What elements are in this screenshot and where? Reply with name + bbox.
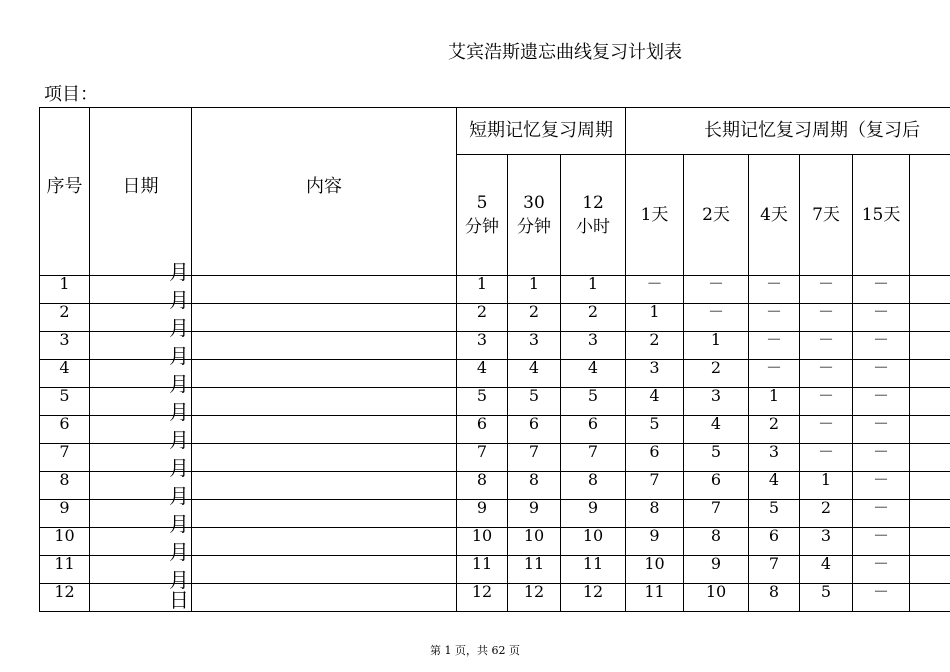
content-cell [192,472,457,500]
long-term-cell: － [853,416,910,444]
short-term-cell: 3 [561,332,626,360]
long-term-cell: － [749,332,800,360]
header-seq: 序号 [40,108,90,276]
seq-cell: 1 [40,276,90,304]
long-term-cell: － [853,528,910,556]
long-term-cell: － [800,388,853,416]
content-cell [192,276,457,304]
header-15-days: 15天 [853,155,910,276]
long-term-cell: － [853,472,910,500]
content-cell [192,444,457,472]
long-term-cell: － [684,276,749,304]
overflow-cell [910,444,950,472]
header-12-hours: 12 小时 [561,155,626,276]
date-cell [90,568,192,612]
date-month-glyph: 月 [169,428,189,452]
long-term-cell: － [800,444,853,472]
header-5-minutes: 5 分钟 [457,155,508,276]
long-term-cell: － [853,360,910,388]
long-term-cell: － [853,556,910,584]
short-term-cell: 4 [561,360,626,388]
short-term-cell: 12 [508,584,561,612]
page-footer: 第 1 页，共 62 页 [430,644,520,657]
short-term-cell: 3 [508,332,561,360]
seq-cell: 11 [40,556,90,584]
short-term-cell: 11 [508,556,561,584]
short-term-cell: 12 [561,584,626,612]
short-term-cell: 7 [457,444,508,472]
short-term-cell: 10 [561,528,626,556]
overflow-cell [910,416,950,444]
header-date: 日期 [90,108,192,276]
long-term-cell: 10 [626,556,684,584]
short-term-cell: 5 [457,388,508,416]
long-term-cell: 10 [684,584,749,612]
short-term-cell: 12 [457,584,508,612]
long-term-cell: 9 [684,556,749,584]
short-term-cell: 4 [508,360,561,388]
content-cell [192,304,457,332]
date-month-glyph: 月 [169,316,189,340]
date-month-glyph: 月 [169,568,189,592]
short-term-cell: 2 [457,304,508,332]
long-term-cell: 2 [684,360,749,388]
long-term-cell: 7 [749,556,800,584]
long-term-cell: 8 [626,500,684,528]
content-cell [192,388,457,416]
short-term-cell: 7 [561,444,626,472]
short-term-cell: 7 [508,444,561,472]
short-term-cell: 8 [457,472,508,500]
review-schedule-table [39,107,950,612]
date-month-glyph: 月 [169,456,189,480]
date-day-glyph: 日 [169,588,189,612]
table-row [40,584,950,612]
seq-cell: 4 [40,360,90,388]
long-term-cell: 1 [626,304,684,332]
long-term-cell: 1 [800,472,853,500]
overflow-cell [910,388,950,416]
long-term-cell: 5 [800,584,853,612]
long-term-cell: － [853,276,910,304]
long-term-cell: 6 [749,528,800,556]
date-month-glyph: 月 [169,540,189,564]
long-term-cell: 7 [684,500,749,528]
long-term-cell: 3 [684,388,749,416]
short-term-cell: 1 [561,276,626,304]
overflow-cell [910,500,950,528]
short-term-cell: 6 [561,416,626,444]
long-term-cell: － [853,388,910,416]
long-term-cell: 4 [684,416,749,444]
long-term-cell: 2 [626,332,684,360]
short-term-cell: 3 [457,332,508,360]
seq-cell: 9 [40,500,90,528]
long-term-cell: 11 [626,584,684,612]
long-term-cell: － [853,500,910,528]
long-term-cell: － [853,304,910,332]
short-term-cell: 11 [561,556,626,584]
long-term-cell: 3 [749,444,800,472]
long-term-cell: － [800,416,853,444]
overflow-cell [910,276,950,304]
long-term-cell: － [749,360,800,388]
long-term-cell: － [684,304,749,332]
seq-cell: 7 [40,444,90,472]
overflow-cell [910,528,950,556]
seq-cell: 6 [40,416,90,444]
seq-cell: 8 [40,472,90,500]
date-month-glyph: 月 [169,512,189,536]
long-term-cell: 5 [749,500,800,528]
long-term-cell: － [853,332,910,360]
date-month-glyph: 月 [169,260,189,284]
content-cell [192,584,457,612]
header-7-days: 7天 [800,155,853,276]
date-month-glyph: 月 [169,344,189,368]
seq-cell: 10 [40,528,90,556]
short-term-cell: 5 [508,388,561,416]
content-cell [192,332,457,360]
short-term-cell: 6 [457,416,508,444]
header-short-term-group: 短期记忆复习周期 [457,108,626,155]
header-2-days: 2天 [684,155,749,276]
date-month-glyph: 月 [169,484,189,508]
header-content: 内容 [192,108,457,276]
long-term-cell: 1 [749,388,800,416]
long-term-cell: － [853,444,910,472]
long-term-cell: － [626,276,684,304]
short-term-cell: 1 [457,276,508,304]
long-term-cell: 5 [626,416,684,444]
header-1-day: 1天 [626,155,684,276]
long-term-cell: 3 [800,528,853,556]
document-title: 艾宾浩斯遗忘曲线复习计划表 [448,42,682,63]
short-term-cell: 4 [457,360,508,388]
content-cell [192,416,457,444]
date-month-glyph: 月 [169,400,189,424]
long-term-cell: 3 [626,360,684,388]
header-row-groups [40,108,950,155]
overflow-cell [910,584,950,612]
long-term-cell: － [749,304,800,332]
header-30-minutes: 30 分钟 [508,155,561,276]
short-term-cell: 9 [561,500,626,528]
short-term-cell: 11 [457,556,508,584]
short-term-cell: 9 [457,500,508,528]
long-term-cell: 5 [684,444,749,472]
long-term-cell: 2 [749,416,800,444]
content-cell [192,528,457,556]
overflow-cell [910,332,950,360]
short-term-cell: 2 [561,304,626,332]
overflow-cell [910,304,950,332]
content-cell [192,360,457,388]
long-term-cell: － [749,276,800,304]
long-term-cell: － [853,584,910,612]
long-term-cell: － [800,304,853,332]
short-term-cell: 1 [508,276,561,304]
long-term-cell: 4 [626,388,684,416]
short-term-cell: 10 [457,528,508,556]
seq-cell: 3 [40,332,90,360]
long-term-cell: 4 [800,556,853,584]
overflow-cell [910,556,950,584]
content-cell [192,500,457,528]
long-term-cell: 6 [684,472,749,500]
long-term-cell: 8 [684,528,749,556]
short-term-cell: 10 [508,528,561,556]
long-term-cell: 1 [684,332,749,360]
project-label: 项目： [44,84,98,105]
date-month-glyph: 月 [169,288,189,312]
long-term-cell: 7 [626,472,684,500]
short-term-cell: 5 [561,388,626,416]
header-long-term-group: 长期记忆复习周期（复习后 [626,108,950,155]
long-term-cell: 9 [626,528,684,556]
review-schedule-sheet [39,107,950,613]
short-term-cell: 8 [561,472,626,500]
long-term-cell: 6 [626,444,684,472]
overflow-cell [910,360,950,388]
long-term-cell: 8 [749,584,800,612]
short-term-cell: 2 [508,304,561,332]
long-term-cell: － [800,360,853,388]
header-4-days: 4天 [749,155,800,276]
short-term-cell: 8 [508,472,561,500]
short-term-cell: 9 [508,500,561,528]
long-term-cell: 4 [749,472,800,500]
short-term-cell: 6 [508,416,561,444]
seq-cell: 12 [40,584,90,612]
long-term-cell: － [800,276,853,304]
long-term-cell: 2 [800,500,853,528]
header-overflow-cell [910,155,950,276]
overflow-cell [910,472,950,500]
seq-cell: 5 [40,388,90,416]
long-term-cell: － [800,332,853,360]
date-month-glyph: 月 [169,372,189,396]
seq-cell: 2 [40,304,90,332]
content-cell [192,556,457,584]
